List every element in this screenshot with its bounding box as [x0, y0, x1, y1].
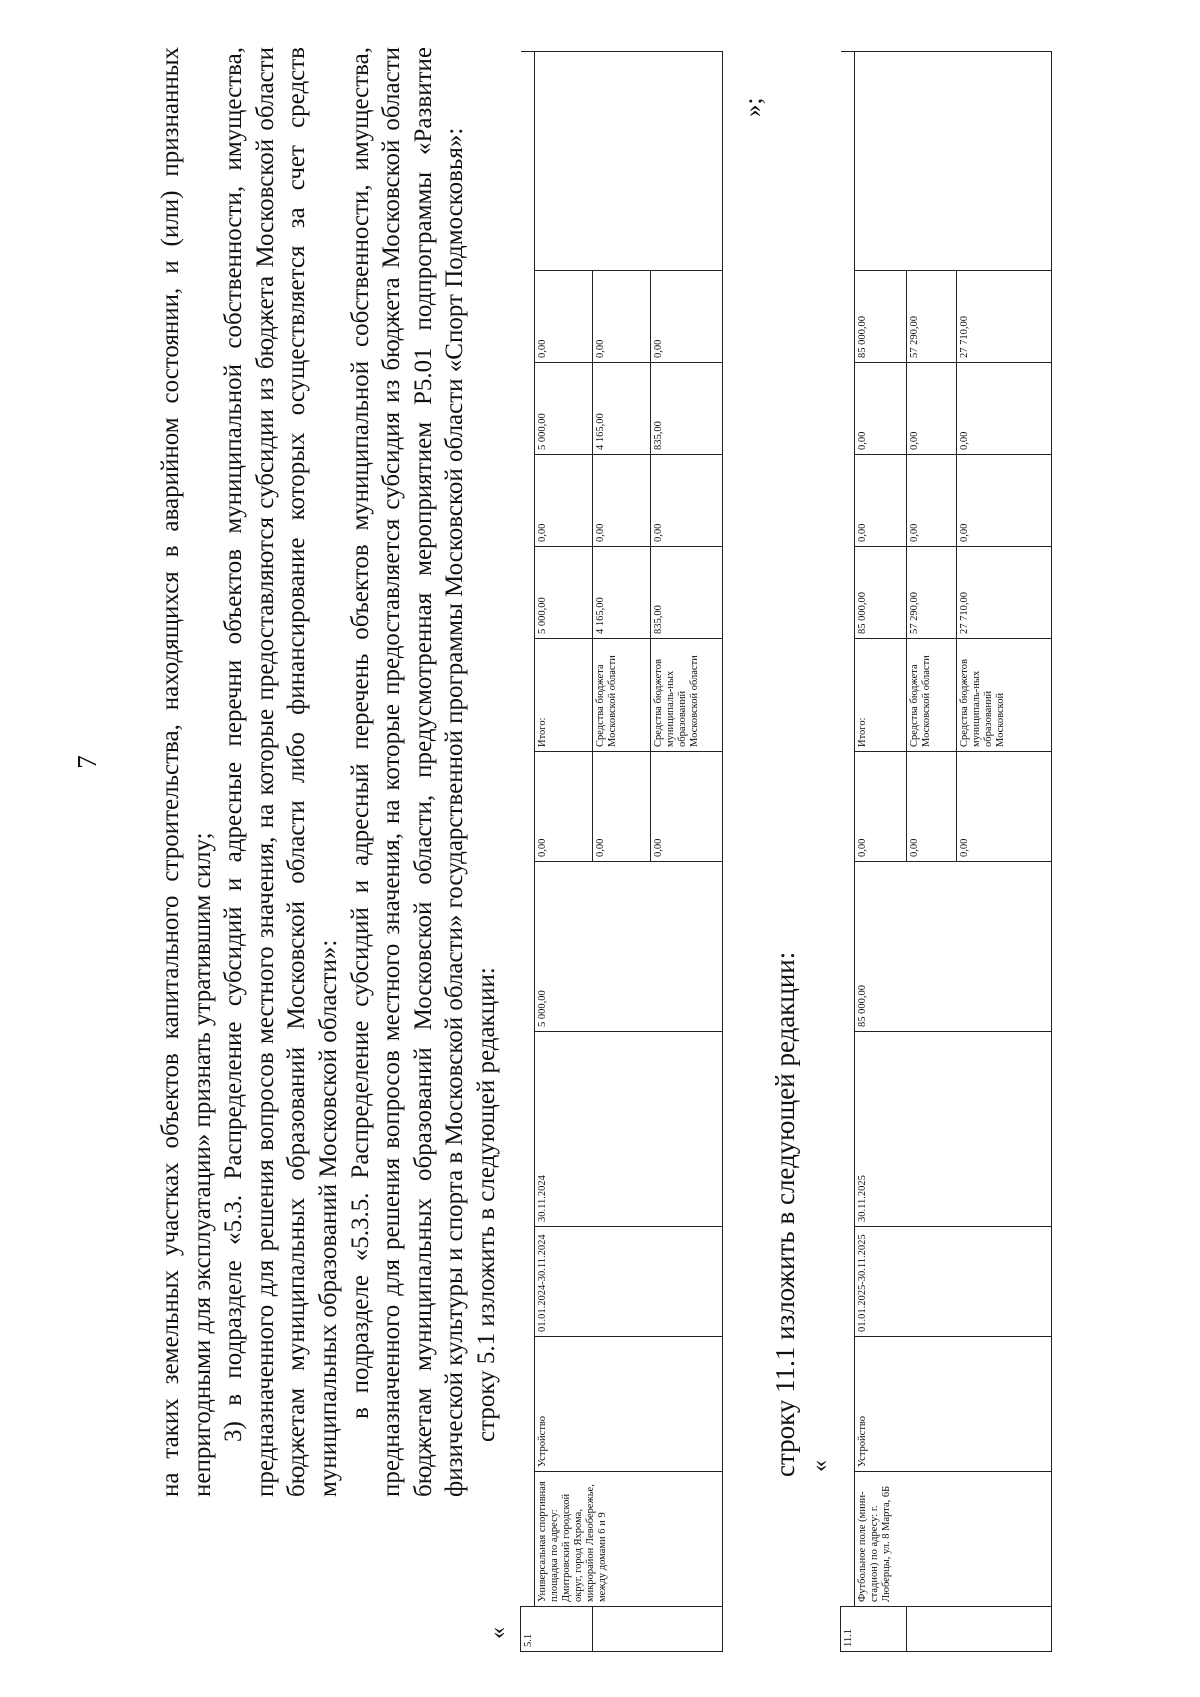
completion-date: 30.11.2025 [855, 1032, 1052, 1227]
source-label: Итого: [855, 639, 907, 752]
financed-region: 0,00 [593, 752, 651, 862]
year1-municipal: 0,00 [957, 455, 1052, 547]
project-cost: 5 000,00 [535, 862, 723, 1032]
amount-region: 57 290,00 [907, 547, 957, 639]
source-label: Итого: [535, 639, 593, 752]
year2-total: 0,00 [855, 363, 907, 455]
amount-total: 5 000,00 [535, 547, 593, 639]
object-name: Футбольное поле (мини-стадион) по адресу: г. Люберцы, ул. 8 Марта, 6Б [855, 1472, 1052, 1607]
project-cost: 85 000,00 [855, 862, 1052, 1032]
year2-region: 4 165,00 [593, 363, 651, 455]
year3-region: 57 290,00 [907, 271, 957, 363]
work-period: 01.01.2024-30.11.2024 [535, 1227, 723, 1337]
work-type: Устройство [535, 1337, 723, 1472]
year1-region: 0,00 [593, 455, 651, 547]
amount-municipal: 835,00 [651, 547, 723, 639]
year1-total: 0,00 [855, 455, 907, 547]
year3-total: 85 000,00 [855, 271, 907, 363]
source-label: Средства бюджета Московской области [907, 639, 957, 752]
year3-total: 0,00 [535, 271, 593, 363]
row-number: 5.1 [521, 1607, 593, 1652]
financed-total: 0,00 [535, 752, 593, 862]
open-quote-1: « [485, 1627, 511, 1639]
amount-municipal: 27 710,00 [957, 547, 1052, 639]
close-quote: »; [740, 97, 767, 117]
open-quote-2: « [807, 1460, 833, 1472]
page-number: 7 [72, 755, 102, 769]
year1-municipal: 0,00 [651, 455, 723, 547]
year2-total: 5 000,00 [535, 363, 593, 455]
paragraph-4: строку 5.1 изложить в следующей редакции: [472, 967, 500, 1442]
year1-region: 0,00 [907, 455, 957, 547]
financed-municipal: 0,00 [957, 752, 1052, 862]
year2-municipal: 835,00 [651, 363, 723, 455]
source-label: Средства бюджета Московской области [593, 639, 651, 752]
paragraph-1: на таких земельных участках объектов капитального строительства, находящихся в аварийном состоянии, и (или) признанных непригодными для эксплуатации» признать утратившим силу; [157, 47, 216, 1497]
source-label: Средства бюджетов муниципаль-ных образований Московской области [651, 639, 723, 752]
financed-municipal: 0,00 [651, 752, 723, 862]
year2-region: 0,00 [907, 363, 957, 455]
table-row-5-1 [520, 51, 723, 1652]
table-row-11-1 [840, 51, 1052, 1652]
source-label: Средства бюджетов муниципаль-ных образований Московской [957, 639, 1052, 752]
row-number-tail [593, 1607, 723, 1652]
paragraph-3: в подразделе «5.3.5. Распределение субсидий и адресный перечень объектов муниципальной собственности, имущества, предназначенного для решения вопросов местного значения, на которые предоставляется субсидия из бюджета Московской области бюджетам муниципальных образований Московской области, предусмотренная мероприятием Р5.01 подпрограммы «Развитие физической культуры и спорта в Московской области» государственной программы Московской области «Спорт Подмосковья»: [346, 47, 469, 1497]
amount-region: 4 165,00 [593, 547, 651, 639]
heading-row-11-1: строку 11.1 изложить в следующей редакции: [770, 951, 800, 1477]
body-text [155, 47, 503, 1497]
paragraph-2: 3) в подразделе «5.3. Распределение субсидий и адресные перечни объектов муниципальной собственности, имущества, предназначенного для решения вопросов местного значения, на которые предоставляются субсидии из бюджета Московской области бюджетам муниципальных образований Московской области либо финансирование которых осуществляется за счет средств муниципальных образований Московской области»: [220, 47, 342, 1497]
object-name: Универсальная спортивная площадка по адресу: Дмитровский городской округ, город Яхрома, микрорайон Левобережье, между домами 6 и 9 [535, 1472, 723, 1607]
financed-total: 0,00 [855, 752, 907, 862]
year2-municipal: 0,00 [957, 363, 1052, 455]
work-period: 01.01.2025-30.11.2025 [855, 1227, 1052, 1337]
work-type: Устройство [855, 1337, 1052, 1472]
year3-municipal: 0,00 [651, 271, 723, 363]
amount-total: 85 000,00 [855, 547, 907, 639]
row-number: 11.1 [841, 1607, 907, 1652]
year3-region: 0,00 [593, 271, 651, 363]
financed-region: 0,00 [907, 752, 957, 862]
year3-municipal: 27 710,00 [957, 271, 1052, 363]
year1-total: 0,00 [535, 455, 593, 547]
row-number-tail [907, 1607, 1052, 1652]
completion-date: 30.11.2024 [535, 1032, 723, 1227]
